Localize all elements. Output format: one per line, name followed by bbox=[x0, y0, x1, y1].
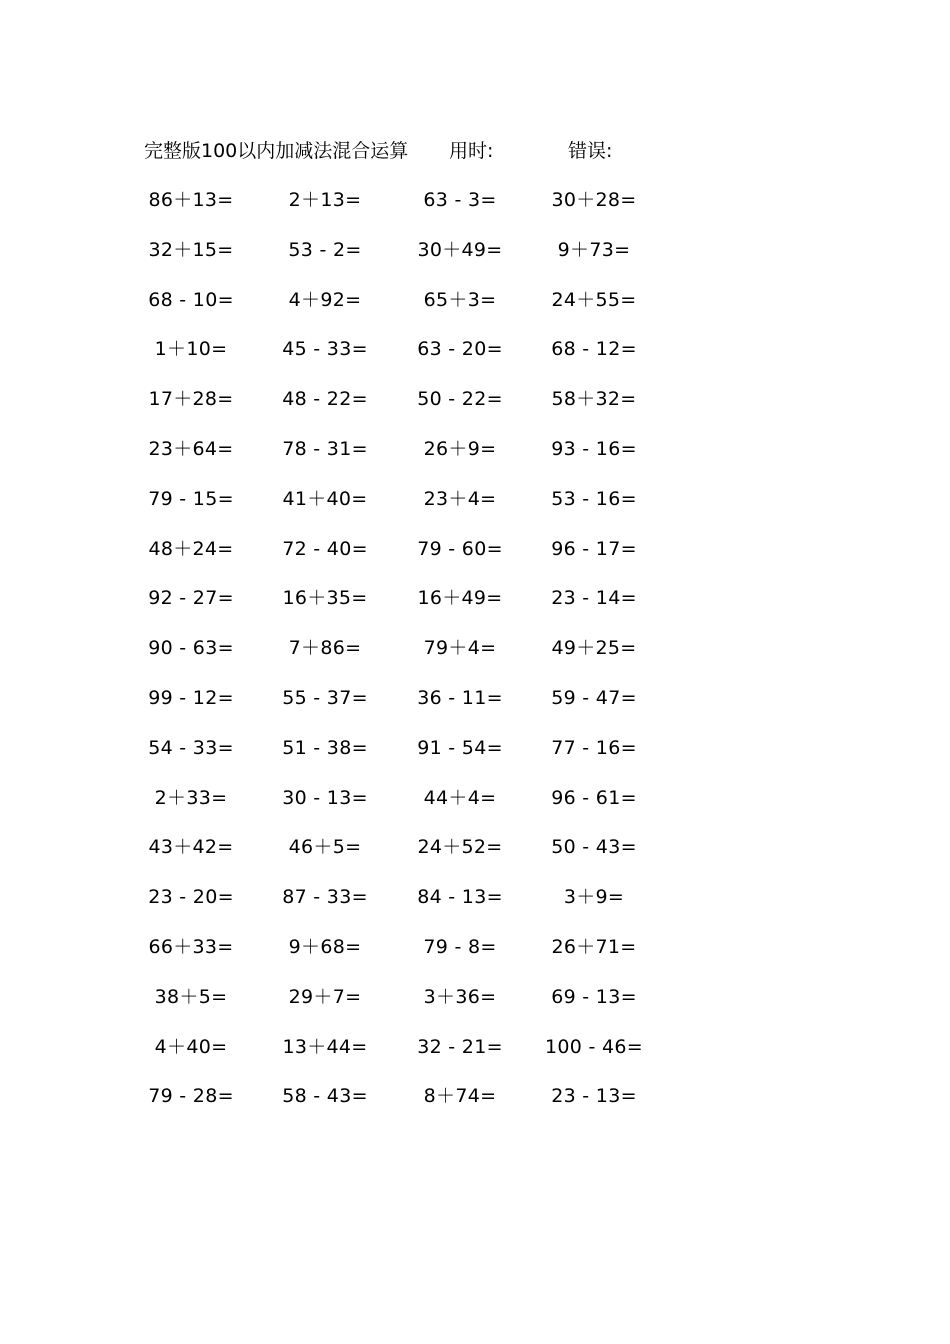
problem-item: 45 - 33= bbox=[282, 338, 368, 361]
problem-row bbox=[120, 683, 660, 733]
problem-item: 50 - 43= bbox=[551, 836, 637, 859]
problem-item: 38＋5= bbox=[154, 985, 228, 1008]
problem-row bbox=[120, 334, 660, 384]
problem-item: 3＋36= bbox=[423, 985, 497, 1008]
problem-item: 77 - 16= bbox=[551, 736, 637, 759]
problem-item: 59 - 47= bbox=[551, 686, 637, 709]
worksheet-header bbox=[144, 136, 704, 166]
problem-item: 49＋25= bbox=[551, 637, 637, 660]
problem-item: 9＋73= bbox=[557, 238, 631, 261]
problem-item: 90 - 63= bbox=[148, 637, 234, 660]
problem-item: 48 - 22= bbox=[282, 388, 368, 411]
problem-item: 86＋13= bbox=[148, 189, 234, 211]
problem-item: 32＋15= bbox=[148, 238, 234, 261]
problem-item: 41＋40= bbox=[282, 487, 368, 510]
problem-item: 91 - 54= bbox=[417, 736, 503, 759]
problem-item: 79 - 8= bbox=[423, 935, 497, 958]
problem-item: 24＋52= bbox=[417, 836, 503, 859]
problem-item: 48＋24= bbox=[148, 537, 234, 560]
problem-row bbox=[120, 1032, 660, 1082]
problem-item: 72 - 40= bbox=[282, 537, 368, 560]
problem-item: 69 - 13= bbox=[551, 985, 637, 1008]
problem-row bbox=[120, 583, 660, 633]
problem-item: 87 - 33= bbox=[282, 886, 368, 909]
problem-item: 79 - 60= bbox=[417, 537, 503, 560]
problem-item: 100 - 46= bbox=[545, 1035, 643, 1058]
problem-item: 78 - 31= bbox=[282, 437, 368, 460]
problem-grid bbox=[120, 185, 660, 1131]
problem-item: 66＋33= bbox=[148, 935, 234, 958]
problem-item: 55 - 37= bbox=[282, 686, 368, 709]
problem-row bbox=[120, 384, 660, 434]
problem-item: 23 - 20= bbox=[148, 886, 234, 909]
problem-row bbox=[120, 484, 660, 534]
problem-item: 93 - 16= bbox=[551, 437, 637, 460]
problem-item: 16＋35= bbox=[282, 587, 368, 610]
problem-item: 43＋42= bbox=[148, 836, 234, 859]
problem-item: 68 - 12= bbox=[551, 338, 637, 361]
problem-item: 3＋9= bbox=[563, 886, 625, 909]
problem-item: 92 - 27= bbox=[148, 587, 234, 610]
problem-item: 36 - 11= bbox=[417, 686, 503, 709]
problem-item: 30＋28= bbox=[551, 189, 637, 211]
problem-row bbox=[120, 982, 660, 1032]
problem-item: 58＋32= bbox=[551, 388, 637, 411]
problem-item: 79 - 15= bbox=[148, 487, 234, 510]
problem-item: 29＋7= bbox=[288, 985, 362, 1008]
problem-item: 4＋40= bbox=[154, 1035, 228, 1058]
problem-item: 50 - 22= bbox=[417, 388, 503, 411]
problem-item: 53 - 2= bbox=[288, 238, 362, 261]
problem-item: 30＋49= bbox=[417, 238, 503, 261]
problem-item: 63 - 3= bbox=[423, 189, 497, 211]
problem-item: 30 - 13= bbox=[282, 786, 368, 809]
problem-item: 58 - 43= bbox=[282, 1085, 368, 1108]
problem-item: 53 - 16= bbox=[551, 487, 637, 510]
problem-item: 2＋33= bbox=[154, 786, 228, 809]
problem-item: 13＋44= bbox=[282, 1035, 368, 1058]
problem-item: 96 - 61= bbox=[551, 786, 637, 809]
problem-row bbox=[120, 185, 660, 235]
problem-item: 51 - 38= bbox=[282, 736, 368, 759]
problem-item: 99 - 12= bbox=[148, 686, 234, 709]
problem-item: 17＋28= bbox=[148, 388, 234, 411]
problem-row bbox=[120, 832, 660, 882]
problem-item: 54 - 33= bbox=[148, 736, 234, 759]
problem-item: 79＋4= bbox=[423, 637, 497, 660]
problem-item: 16＋49= bbox=[417, 587, 503, 610]
problem-item: 2＋13= bbox=[288, 189, 362, 211]
time-label: 用时: bbox=[449, 140, 494, 162]
problem-item: 26＋71= bbox=[551, 935, 637, 958]
problem-item: 46＋5= bbox=[288, 836, 362, 859]
problem-item: 26＋9= bbox=[423, 437, 497, 460]
problem-row bbox=[120, 434, 660, 484]
problem-row bbox=[120, 534, 660, 584]
problem-item: 23 - 13= bbox=[551, 1085, 637, 1108]
problem-row bbox=[120, 633, 660, 683]
problem-item: 24＋55= bbox=[551, 288, 637, 311]
problem-item: 63 - 20= bbox=[417, 338, 503, 361]
problem-item: 23＋4= bbox=[423, 487, 497, 510]
problem-item: 44＋4= bbox=[423, 786, 497, 809]
problem-item: 4＋92= bbox=[288, 288, 362, 311]
problem-item: 23＋64= bbox=[148, 437, 234, 460]
problem-item: 84 - 13= bbox=[417, 886, 503, 909]
problem-item: 1＋10= bbox=[154, 338, 228, 361]
problem-row bbox=[120, 882, 660, 932]
problem-item: 23 - 14= bbox=[551, 587, 637, 610]
problem-row bbox=[120, 733, 660, 783]
worksheet-title: 完整版100以内加减法混合运算 bbox=[144, 140, 409, 162]
problem-row bbox=[120, 285, 660, 335]
problem-item: 9＋68= bbox=[288, 935, 362, 958]
problem-item: 32 - 21= bbox=[417, 1035, 503, 1058]
problem-item: 7＋86= bbox=[288, 637, 362, 660]
problem-row bbox=[120, 932, 660, 982]
problem-row bbox=[120, 783, 660, 833]
problem-row bbox=[120, 235, 660, 285]
errors-label: 错误: bbox=[568, 140, 613, 162]
problem-item: 65＋3= bbox=[423, 288, 497, 311]
problem-item: 96 - 17= bbox=[551, 537, 637, 560]
problem-item: 68 - 10= bbox=[148, 288, 234, 311]
problem-item: 8＋74= bbox=[423, 1085, 497, 1108]
problem-row bbox=[120, 1081, 660, 1131]
problem-item: 79 - 28= bbox=[148, 1085, 234, 1108]
